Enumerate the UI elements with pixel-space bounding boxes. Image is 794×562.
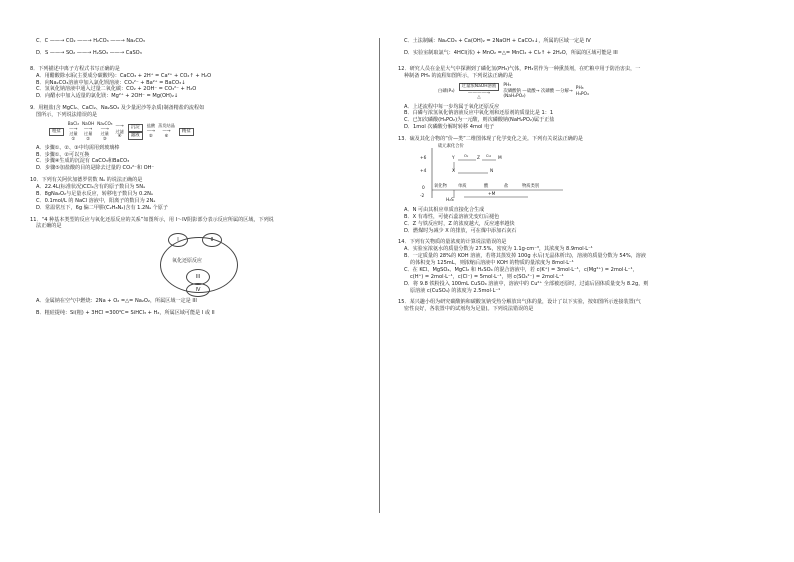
q14-stem: 14．下列有关物质的量浓度的计算说法错误的是 bbox=[398, 239, 507, 246]
q8-option-a: A．用醋酸除水垢(主要成分碳酸钙)：CaCO₃ + 2H⁺ = Ca²⁺ + CO₂↑ + H₂O bbox=[36, 72, 212, 79]
q9-option-a: A．步骤①、②、③中均需用到玻璃棒 bbox=[36, 144, 120, 151]
q14-option-d: D．将 9.8 铁粉投入 100mL CuSO₄ 溶液中，溶液中的 Cu²⁺ 全部被还原时，过滤后固体质量变为 8.2g，则 bbox=[404, 280, 649, 287]
xlabel-salt: 盐 bbox=[504, 183, 509, 189]
q14-option-b-cont: 的体积变为 125mL，则浓缩后溶液中 KOH 的物质的量浓度为 8mol·L⁻¹ bbox=[410, 260, 574, 267]
flow-step-5: 盐酸 —→ ⑤ bbox=[146, 123, 156, 139]
node-y: Y bbox=[452, 155, 455, 161]
q12-stem: 12．研究人员在金星大气中探测到了磷化氢(PH₃)气体，PH₃常作为一种熏蒸剂，在贮粮中用于防治害虫，一 bbox=[398, 65, 641, 72]
node-x: X bbox=[452, 168, 455, 174]
left-column bbox=[30, 38, 365, 317]
q9-flow-diagram bbox=[30, 122, 365, 142]
pflow-ph3: PH₃ bbox=[503, 83, 512, 89]
q9-stem-2: 图所示，下列说法错误的是 bbox=[36, 112, 98, 118]
flow-start: 粗盐 bbox=[49, 128, 64, 136]
tick-4: +4 bbox=[420, 168, 427, 174]
node-z: Z bbox=[477, 155, 480, 161]
q12-option-b: B．白磷与浓氢氧化钠溶液反应中氧化剂和还原剂的质量比是 1：1 bbox=[404, 110, 554, 117]
q9-option-c: C．步骤④生成的沉淀有 CaCO₃和BaCO₃ bbox=[36, 158, 130, 165]
label-plus-m: +M bbox=[488, 191, 496, 197]
flow-branch bbox=[127, 124, 144, 140]
node-m: M bbox=[498, 155, 502, 161]
q7-option-d: D．S ——→ SO₂ ——→ H₂SO₃ ——→ CaSO₃ bbox=[36, 49, 142, 56]
node-cu: Cu bbox=[486, 153, 491, 158]
flow-step-2: NaOH —→ 过量 ② bbox=[82, 120, 95, 141]
flow-step-3: Na₂CO₃ —→ 过量 ③ bbox=[97, 120, 113, 141]
q9-option-d: D．步骤⑤加盐酸的目的是除去过量的 CO₃²⁻和 OH⁻ bbox=[36, 165, 155, 172]
q14-option-c: C．在 KCl、MgSO₄、MgCl₂ 和 H₂SO₄ 的混合溶液中，若 c(K⁺) = 3mol·L⁻¹，c(Mg²⁺) = 2mol·L⁻¹， bbox=[404, 266, 638, 273]
flow-end: 精盐 bbox=[179, 128, 194, 136]
q10-option-c: C．0.1mol/L 的 NaCl 溶液中，阳离子的数目为 2Nₐ bbox=[36, 197, 156, 204]
q8-option-b: B．向Na₂CO₃溶液中加入氯化钡溶液：CO₃²⁻ + Ba²⁺ = BaCO₃↓ bbox=[36, 79, 186, 86]
flow-filtrate: 滤液 bbox=[128, 132, 143, 140]
q12-option-d: D．1mol 次磷酸分解时转移 4mol 电子 bbox=[404, 124, 495, 131]
q12-option-c: C．已知次磷酸(H₃PO₂)为一元酸，则次磷酸钠(NaH₂PO₂)属于正盐 bbox=[404, 117, 555, 124]
q15-stem-2: 密性良好，各装置中的试剂均为足量)。下列说法错误的是 bbox=[404, 306, 534, 313]
q10-option-b: B．8gNa₂O₂与足量水反应，转移电子数目为 0.2Nₐ bbox=[36, 190, 153, 197]
venn-center-label: 氧化还原反应 bbox=[172, 258, 203, 265]
flow-precipitate: 沉淀 bbox=[128, 124, 143, 132]
flow-step-6: 蒸发结晶 —→ ⑥ bbox=[158, 123, 175, 139]
q10-stem: 10．下列有关阿伏加德罗常数 Nₐ 的说法正确的是 bbox=[30, 177, 143, 184]
q14-option-d-cont: 原溶液 c(CuSO₄) 的浓度为 2.5mol·L⁻¹ bbox=[410, 287, 501, 294]
venn-region-2: II bbox=[202, 233, 222, 247]
right-column bbox=[398, 38, 753, 313]
pflow-outputs bbox=[576, 86, 589, 97]
chart-ylabel: 硫元素化合价 bbox=[438, 143, 464, 149]
q11-option-a: A．金属钠在空气中燃烧：2Na + O₂ =△= Na₂O₂，所属区域一定是 III bbox=[36, 298, 197, 305]
q12-stem-2: 种制备 PH₃ 的流程如图所示，下列说法正确的是 bbox=[404, 72, 513, 79]
node-o2: O₂ bbox=[464, 153, 469, 158]
q10-option-a: A．22.4L(标准状况)CCl₄含有的原子数目为 5Nₐ bbox=[36, 184, 146, 191]
node-h2s: H₂S bbox=[446, 197, 454, 203]
q11-venn-diagram bbox=[150, 233, 240, 295]
venn-region-4: IV bbox=[186, 283, 210, 297]
q11-stem-2: 法正确的是 bbox=[36, 223, 62, 230]
q14-option-b: B．一定质量的 28%的 KOH 溶液，若将其蒸发掉 100g 水后(无晶体析出)，溶液的质量分数为 54%，溶液 bbox=[404, 253, 646, 260]
q15-stem: 15．某兴趣小组为研究碳酸钠和碳酸氢钠受热分解放出气体的量，设计了以下实验，按如图所示连接装置(气 bbox=[398, 299, 641, 306]
q12-option-a: A．上述流程中每一步均属于氧化还原反应 bbox=[404, 103, 500, 110]
q7-option-c: C．C ——→ CO₂ ——→ H₂CO₃ ——→ Na₂CO₃ bbox=[36, 38, 145, 44]
pflow-products: PH₃ 次磷酸钠 —硫酸→ 次磷酸 —分解→ (NaH₂PO₂) bbox=[503, 83, 573, 100]
q8-option-c: C．氢氧化钠溶液中通入过量二氧化碳：CO₂ + 2OH⁻ = CO₃²⁻ + H₂O bbox=[36, 86, 197, 93]
xlabel-element: 单质 bbox=[458, 183, 467, 189]
q13-option-b: B．X 有毒性，可使石蕊溶液先变红后褪色 bbox=[404, 213, 500, 220]
venn-region-3: III bbox=[186, 269, 210, 285]
q14-option-c-cont: c(H⁺) = 2mol·L⁻¹，c(Cl⁻) = 5mol·L⁻¹，则 c(SO₄²⁻) = 2mol·L⁻¹ bbox=[410, 273, 564, 280]
venn-region-1: I bbox=[168, 233, 188, 247]
column-divider bbox=[379, 38, 380, 513]
q9-stem: 9．用粗盐(含 MgCl₂、CaCl₂、Na₂SO₄ 及少量泥沙等杂质)制备精盐的流程如 bbox=[30, 105, 205, 112]
q10-option-d: D．常温常压下，6g 偏二甲肼(C₂H₈N₂)含有 1.2Nₐ 个原子 bbox=[36, 204, 168, 211]
q11-option-d: D．实验室制取氯气：4HCl(浓) + MnO₂ =△= MnCl₂ + Cl₂↑ + 2H₂O，所属的区域可能是 III bbox=[404, 49, 618, 56]
q13-stem: 13．硫及其化合物的“价—类”二维图体现了化学变化之美。下列有关说法正确的是 bbox=[398, 136, 583, 143]
q13-option-c: C．Z 与铁反应时，Z 的浓度越大，反应速率越快 bbox=[404, 220, 515, 227]
xlabel-class: 物质类别 bbox=[522, 183, 540, 189]
q8-option-d: D．向醋水中加入适量的氯化镁：Mg²⁺ + 2OH⁻ = Mg(OH)₂↓ bbox=[36, 93, 179, 100]
q14-option-a: A．实验室浓氨水的质量分数为 27.5%，密度为 1.1g·cm⁻³，其浓度为 8.9mol·L⁻¹ bbox=[404, 246, 593, 253]
q13-valence-class-diagram bbox=[418, 143, 568, 204]
q9-option-b: B．步骤①、②可以互换 bbox=[36, 151, 90, 158]
q12-flow-diagram bbox=[398, 83, 753, 101]
q13-option-d: D．燃煤时为减少 X 的排放，可在煤中添加石灰石 bbox=[404, 227, 517, 234]
pflow-out-h3po4: H₃PO₄ bbox=[575, 91, 589, 97]
node-n: N bbox=[490, 168, 494, 174]
pflow-out-ph3: PH₃ bbox=[575, 85, 584, 91]
pflow-reagent: 过量浓NaOH溶液 ————→ △ bbox=[458, 83, 501, 101]
q11-stem: 11．“4 种基本类型的反应与氧化还原反应的关系”如图所示，用 I～IV阴影部分表示反应所属的区域，下列说 bbox=[30, 216, 274, 223]
q8-stem: 8．下列描述中离子方程式书写正确的是 bbox=[30, 65, 120, 72]
xlabel-oxide: 氧化物 bbox=[434, 183, 447, 189]
tick-m2: -2 bbox=[420, 193, 425, 199]
pflow-start: 白磷(P₄) bbox=[438, 88, 455, 94]
q13-option-a: A．N 可由其相应单质直接化合生成 bbox=[404, 206, 485, 213]
tick-6: +6 bbox=[420, 155, 427, 161]
flow-step-4: —→ 过滤 ④ bbox=[115, 124, 124, 139]
q11-option-b: B．粗硅提纯：Si(粗) + 3HCl =300℃= SiHCl₃ + H₂，所属区域可能是 I 或 II bbox=[36, 310, 215, 317]
xlabel-acid: 酸 bbox=[484, 183, 489, 189]
tick-0: 0 bbox=[422, 185, 425, 191]
flow-step-1: BaCl₂ —→ 过量 ① bbox=[67, 120, 80, 141]
q11-option-c: C．土法制碱：Na₂CO₃ + Ca(OH)₂ = 2NaOH + CaCO₃↓，所属的区域一定是 IV bbox=[404, 38, 591, 44]
